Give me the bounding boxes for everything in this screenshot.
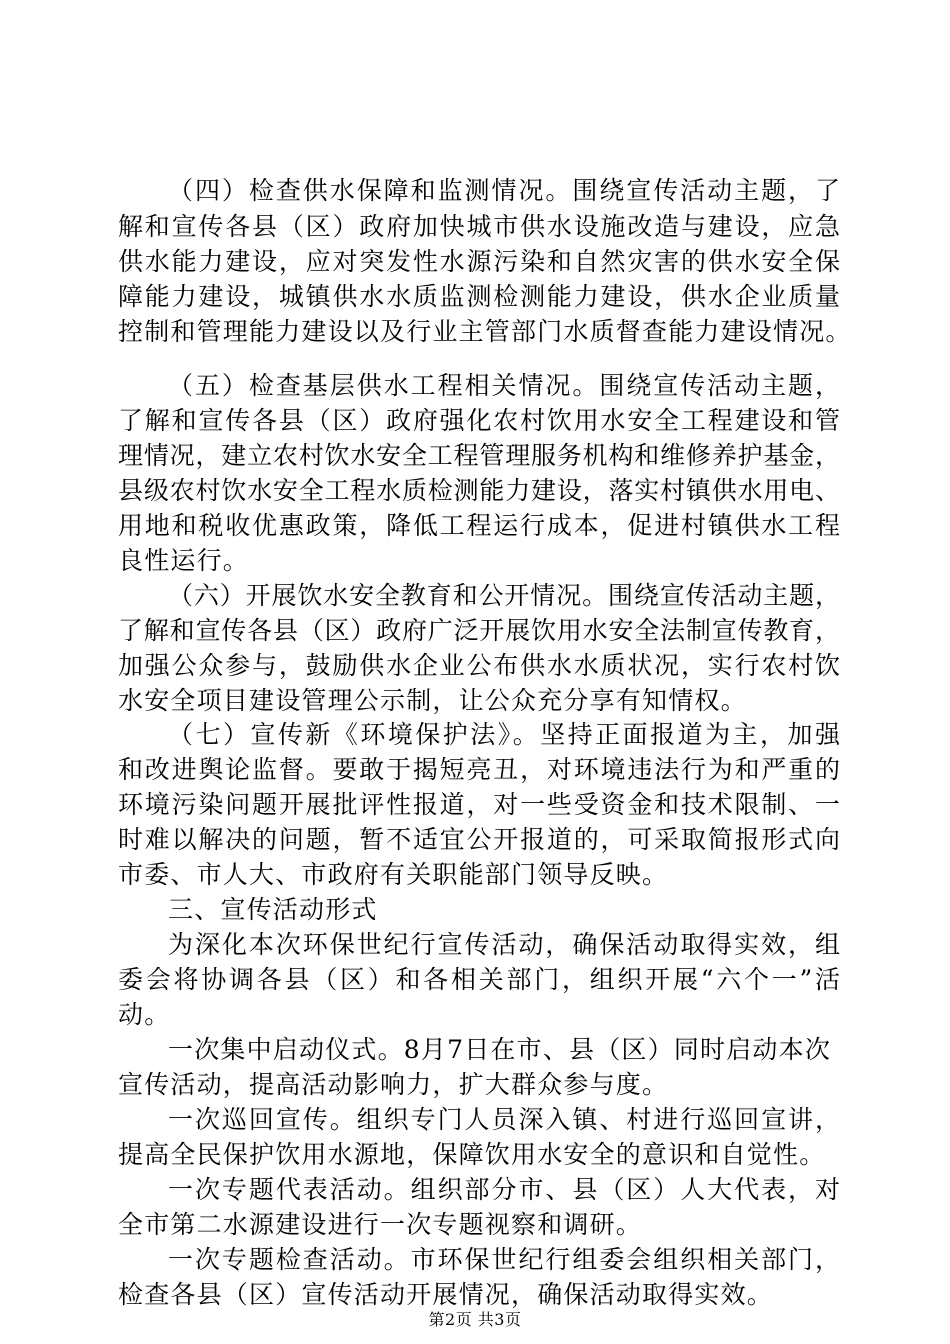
paragraph-line: 宣传活动，提高活动影响力，扩大群众参与度。 — [118, 1070, 669, 1099]
paragraph-line: （四）检查供水保障和监测情况。围绕宣传活动主题，了 — [168, 176, 840, 205]
paragraph-line: 理情况，建立农村饮水安全工程管理服务机构和维修养护基金， — [118, 441, 840, 470]
paragraph-line: 水安全项目建设管理公示制，让公众充分享有知情权。 — [118, 686, 747, 715]
paragraph-line: 和改进舆论监督。要敢于揭短亮丑，对环境违法行为和严重的 — [118, 755, 840, 784]
paragraph-line: 一次集中启动仪式。8月7日在市、县（区）同时启动本次 — [168, 1035, 832, 1064]
paragraph-line: 障能力建设，城镇供水水质监测检测能力建设，供水企业质量 — [118, 282, 840, 311]
paragraph-line: （六）开展饮水安全教育和公开情况。围绕宣传活动主题， — [168, 581, 840, 610]
paragraph-line: 环境污染问题开展批评性报道，对一些受资金和技术限制、一 — [118, 790, 840, 819]
paragraph-line: 提高全民保护饮用水源地，保障饮用水安全的意识和自觉性。 — [118, 1140, 826, 1169]
paragraph-line: （七）宣传新《环境保护法》。坚持正面报道为主，加强 — [168, 720, 840, 749]
paragraph-line: 良性运行。 — [118, 546, 250, 575]
page-indicator: 第2页 共3页 — [428, 1310, 522, 1329]
paragraph-line: 了解和宣传各县（区）政府强化农村饮用水安全工程建设和管 — [118, 406, 840, 435]
paragraph-line: 供水能力建设，应对突发性水源污染和自然灾害的供水安全保 — [118, 247, 840, 276]
paragraph-line: 市委、市人大、市政府有关职能部门领导反映。 — [118, 860, 669, 889]
paragraph-line: 检查各县（区）宣传活动开展情况，确保活动取得实效。 — [118, 1280, 774, 1309]
paragraph-line: 用地和税收优惠政策，降低工程运行成本，促进村镇供水工程 — [118, 511, 840, 540]
paragraph-line: （五）检查基层供水工程相关情况。围绕宣传活动主题， — [168, 371, 840, 400]
paragraph-line: 一次专题检查活动。市环保世纪行组委会组织相关部门， — [168, 1245, 840, 1274]
paragraph-line: 时难以解决的问题，暂不适宜公开报道的，可采取简报形式向 — [118, 825, 840, 854]
paragraph-line: 了解和宣传各县（区）政府广泛开展饮用水安全法制宣传教育， — [118, 616, 840, 645]
paragraph-line: 县级农村饮水安全工程水质检测能力建设，落实村镇供水用电、 — [118, 476, 840, 505]
paragraph-line: 一次专题代表活动。组织部分市、县（区）人大代表，对 — [168, 1175, 840, 1204]
paragraph-line: 控制和管理能力建设以及行业主管部门水质督查能力建设情况。 — [118, 317, 852, 346]
paragraph-line: 动。 — [118, 1000, 171, 1029]
paragraph-line: 加强公众参与，鼓励供水企业公布供水水质状况，实行农村饮 — [118, 651, 840, 680]
paragraph-line: 一次巡回宣传。组织专门人员深入镇、村进行巡回宣讲， — [168, 1105, 840, 1134]
paragraph-line: 为深化本次环保世纪行宣传活动，确保活动取得实效，组 — [168, 930, 840, 959]
paragraph-line: 委会将协调各县（区）和各相关部门，组织开展“六个一”活 — [118, 965, 840, 994]
section-heading: 三、宣传活动形式 — [168, 895, 378, 924]
paragraph-line: 解和宣传各县（区）政府加快城市供水设施改造与建设，应急 — [118, 212, 840, 241]
paragraph-line: 全市第二水源建设进行一次专题视察和调研。 — [118, 1210, 643, 1239]
